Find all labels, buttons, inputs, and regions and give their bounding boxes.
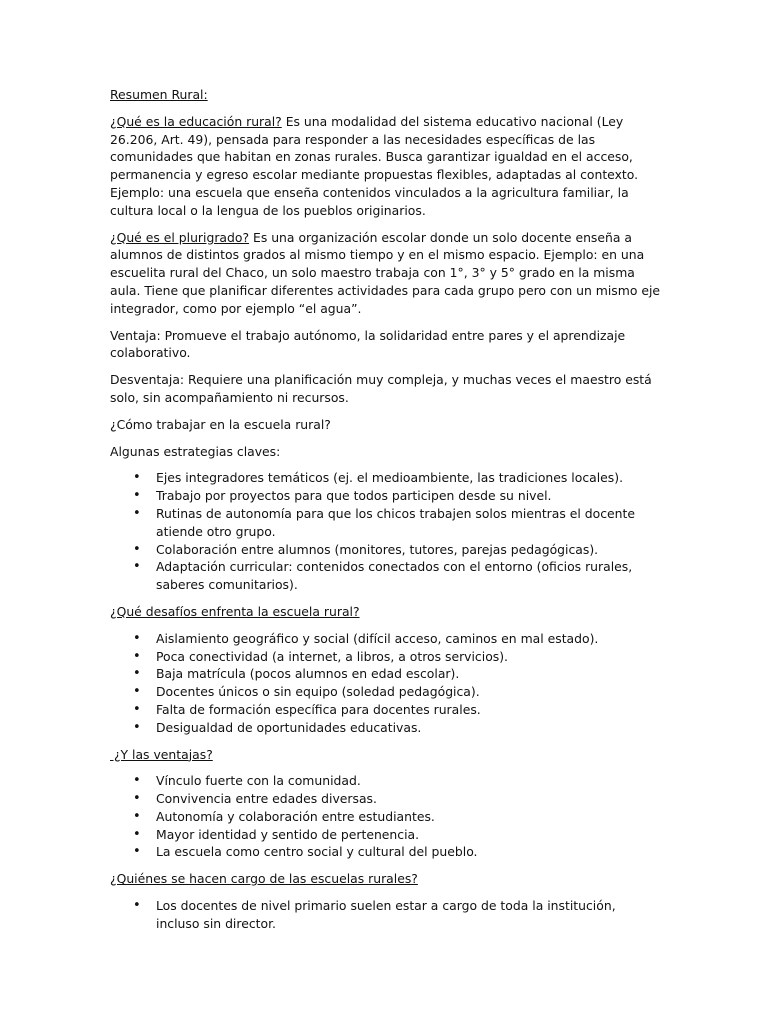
document-title	[110, 86, 662, 104]
bullet-icon: •	[133, 701, 141, 717]
bullet-icon: •	[133, 488, 141, 504]
bullet-icon: •	[133, 826, 141, 842]
advantages-heading	[110, 746, 662, 764]
list-item	[133, 648, 662, 666]
bullet-icon: •	[133, 541, 141, 557]
list-item	[133, 558, 662, 594]
strategies-list	[110, 469, 662, 594]
who-list	[110, 897, 662, 933]
bullet-icon: •	[133, 808, 141, 824]
list-item	[133, 683, 662, 701]
rural-education-paragraph	[110, 113, 662, 220]
list-item-text: Los docentes de nivel primario suelen estar a cargo de toda la institución, incluso sin director.	[156, 898, 616, 931]
list-item	[133, 541, 662, 559]
desventaja-paragraph: Desventaja: Requiere una planificación muy compleja, y muchas veces el maestro está solo, sin acompañamiento ni recursos.	[110, 372, 652, 405]
list-item-text: Mayor identidad y sentido de pertenencia.	[156, 826, 420, 842]
list-item	[133, 469, 662, 487]
ventaja-paragraph: Ventaja: Promueve el trabajo autónomo, la solidaridad entre pares y el aprendizaje colaborativo.	[110, 327, 626, 361]
bullet-icon: •	[133, 630, 141, 646]
list-item	[133, 630, 662, 648]
bullet-icon: •	[133, 898, 141, 914]
list-item	[133, 701, 662, 719]
challenges-list	[110, 630, 662, 737]
advantages-heading-text: ¿Y las ventajas?	[110, 746, 213, 762]
rural-education-text: Es una modalidad del sistema educativo nacional (Ley 26.206, Art. 49), pensada para responder a las necesidades específicas de las comunidades que habitan en zonas rurales. Busca garantizar igualdad en el acceso, permanencia y egreso escolar mediante propuestas flexibles, adaptadas al contexto. Ejemplo: una escuela que enseña contenidos vinculados a la agricultura familiar, la cultura local o la lengua de los pueblos originarios.	[110, 113, 639, 218]
list-item	[133, 487, 662, 505]
list-item-text: Aislamiento geográfico y social (difícil acceso, caminos en mal estado).	[156, 630, 599, 646]
list-item-text: La escuela como centro social y cultural del pueblo.	[156, 844, 478, 860]
who-heading-text: ¿Quiénes se hacen cargo de las escuelas rurales?	[110, 871, 418, 887]
list-item	[133, 665, 662, 683]
strategies-intro: Algunas estrategias claves:	[110, 443, 281, 459]
list-item	[133, 808, 662, 826]
bullet-icon: •	[133, 684, 141, 700]
list-item-text: Convivencia entre edades diversas.	[156, 791, 377, 807]
list-item	[133, 843, 662, 861]
list-item-text: Baja matrícula (pocos alumnos en edad escolar).	[156, 666, 460, 682]
bullet-icon: •	[133, 773, 141, 789]
bullet-icon: •	[133, 666, 141, 682]
bullet-icon: •	[133, 791, 141, 807]
bullet-icon: •	[133, 470, 141, 486]
advantages-list	[110, 772, 662, 861]
bullet-icon: •	[133, 648, 141, 664]
list-item-text: Colaboración entre alumnos (monitores, tutores, parejas pedagógicas).	[156, 541, 599, 557]
list-item	[133, 505, 662, 541]
list-item	[133, 772, 662, 790]
list-item-text: Rutinas de autonomía para que los chicos trabajen solos mientras el docente atiende otro grupo.	[156, 505, 635, 539]
bullet-icon: •	[133, 559, 141, 575]
who-heading	[110, 870, 662, 888]
plurigrado-question: ¿Qué es el plurigrado?	[110, 229, 250, 245]
rural-education-question: ¿Qué es la educación rural?	[110, 113, 282, 129]
list-item-text: Adaptación curricular: contenidos conectados con el entorno (oficios rurales, saberes comunitarios).	[156, 559, 633, 593]
how-to-work-paragraph: ¿Cómo trabajar en la escuela rural?	[110, 416, 331, 432]
list-item-text: Docentes únicos o sin equipo (soledad pedagógica).	[156, 684, 480, 700]
bullet-icon: •	[133, 719, 141, 735]
list-item-text: Autonomía y colaboración entre estudiantes.	[156, 808, 435, 824]
plurigrado-paragraph	[110, 229, 662, 318]
plurigrado-text: Es una organización escolar donde un solo docente enseña a alumnos de distintos grados al mismo tiempo y en el mismo espacio. Ejemplo: en una escuelita rural del Chaco, un solo maestro trabaja con 1°, 3° y 5° grado en la misma aula. Tiene que planificar diferentes actividades para cada grupo pero con un mismo eje integrador, como por ejemplo “el agua”.	[110, 229, 661, 316]
list-item-text: Poca conectividad (a internet, a libros, a otros servicios).	[156, 648, 509, 664]
challenges-heading-text: ¿Qué desafíos enfrenta la escuela rural?	[110, 603, 360, 619]
list-item	[133, 897, 662, 933]
list-item-text: Vínculo fuerte con la comunidad.	[156, 773, 361, 789]
challenges-heading	[110, 603, 662, 621]
list-item-text: Ejes integradores temáticos (ej. el medioambiente, las tradiciones locales).	[156, 470, 624, 486]
list-item-text: Trabajo por proyectos para que todos participen desde su nivel.	[156, 488, 552, 504]
bullet-icon: •	[133, 844, 141, 860]
list-item	[133, 790, 662, 808]
title-text: Resumen Rural:	[110, 87, 208, 102]
list-item-text: Falta de formación específica para docentes rurales.	[156, 701, 481, 717]
list-item-text: Desigualdad de oportunidades educativas.	[156, 719, 422, 735]
list-item	[133, 826, 662, 844]
document-body	[110, 86, 662, 942]
bullet-icon: •	[133, 505, 141, 521]
list-item	[133, 719, 662, 737]
